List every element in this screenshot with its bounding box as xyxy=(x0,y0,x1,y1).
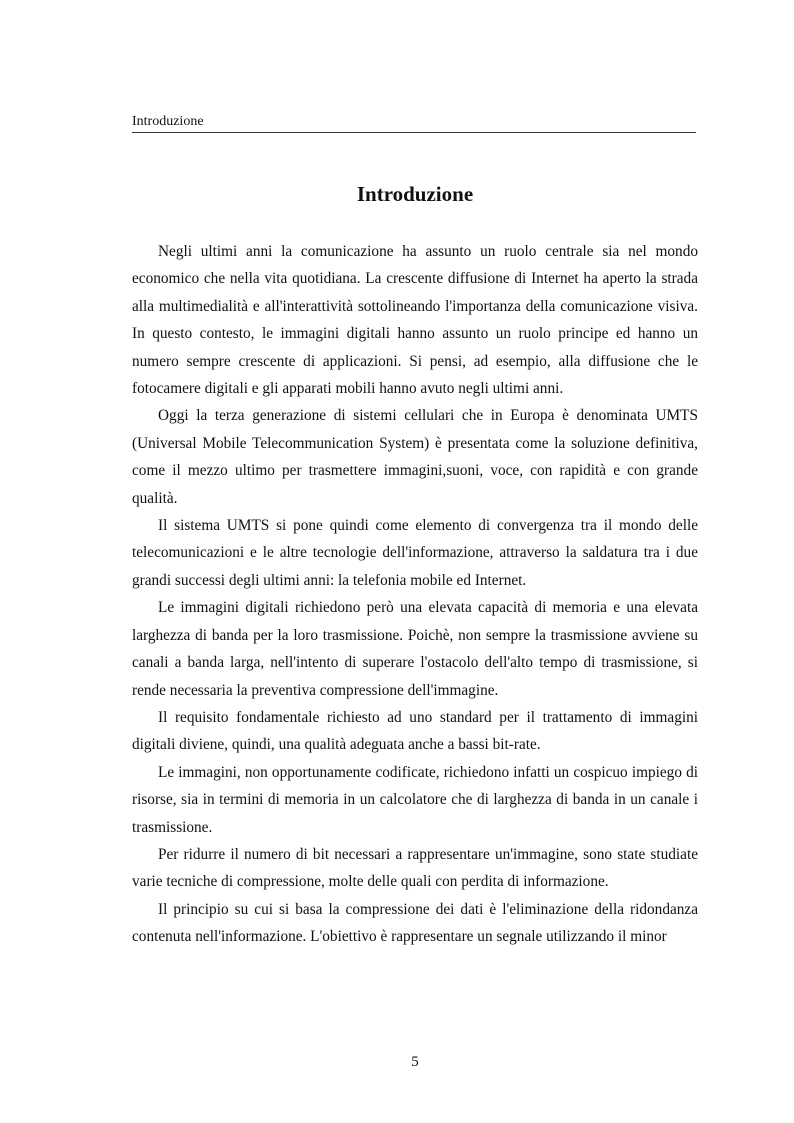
paragraph-6: Le immagini, non opportunamente codificate, richiedono infatti un cospicuo impiego di risorse, sia in termini di memoria in un calcolatore che di larghezza di banda in un canale i trasmissione. xyxy=(132,763,698,836)
paragraph-2: Oggi la terza generazione di sistemi cellulari che in Europa è denominata UMTS (Universal Mobile Telecommunication System) è presentata come la soluzione definitiva, come il mezzo ultimo per trasmettere immagini,suoni, voce, con rapidità e con grande qualità. xyxy=(132,407,698,507)
running-header-title: Introduzione xyxy=(132,114,204,129)
running-header xyxy=(132,114,696,133)
paragraph-3: Il sistema UMTS si pone quindi come elemento di convergenza tra il mondo delle telecomunicazioni e le altre tecnologie dell'informazione, attraverso la saldatura tra i due grandi successi degli ultimi anni: la telefonia mobile ed Internet. xyxy=(132,517,698,589)
paragraph-5: Il requisito fondamentale richiesto ad uno standard per il trattamento di immagini digitali diviene, quindi, una qualità adeguata anche a bassi bit-rate. xyxy=(132,708,698,754)
paragraph-1: Negli ultimi anni la comunicazione ha assunto un ruolo centrale sia nel mondo economico che nella vita quotidiana. La crescente diffusione di Internet ha aperto la strada alla multimedialità e all'interattività sottolineando l'importanza della comunicazione visiva. In questo contesto, le immagini digitali hanno assunto un ruolo principe ed hanno un numero sempre crescente di applicazioni. Si pensi, ad esempio, alla diffusione che le fotocamere digitali e gli apparati mobili hanno avuto negli ultimi anni. xyxy=(132,243,698,398)
paragraph-7: Per ridurre il numero di bit necessari a rappresentare un'immagine, sono state studiate varie tecniche di compressione, molte delle quali con perdita di informazione. xyxy=(132,845,698,891)
chapter-title-text: Introduzione xyxy=(356,182,474,206)
paragraph-4: Le immagini digitali richiedono però una elevata capacità di memoria e una elevata larghezza di banda per la loro trasmissione. Poichè, non sempre la trasmissione avviene su canali a banda larga, nell'intento di superare l'ostacolo dell'alto tempo di trasmissione, si rende necessaria la preventiva compressione dell'immagine. xyxy=(132,599,698,699)
page-number: 5 xyxy=(411,1054,419,1070)
chapter-title xyxy=(132,180,698,208)
body-text xyxy=(132,238,698,951)
paragraph-8: Il principio su cui si basa la compressione dei dati è l'eliminazione della ridondanza contenuta nell'informazione. L'obiettivo è rappresentare un segnale utilizzando il minor xyxy=(132,900,698,946)
